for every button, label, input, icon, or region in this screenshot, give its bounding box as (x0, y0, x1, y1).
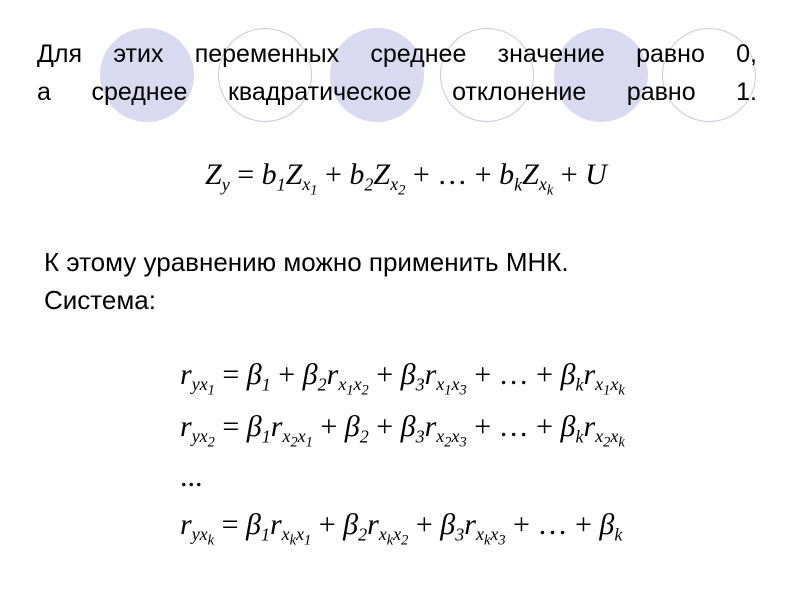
system-equation-2: $r_{yx_2} = \beta_1r_{x_2x_1} + \beta_2 + \beta_3r_{x_2x_3}$ + … + $\beta_kr_{x_2x_k}$ (180, 410, 625, 451)
intro-line-2: а среднее квадратическое отклонение равно 1. (37, 78, 757, 106)
system-equation-1: $r_{yx_1} = \beta_1 + \beta_2r_{x_1x_2} + \beta_3r_{x_1x_3}$ + … + $\beta_kr_{x_1x_k}$ (180, 358, 625, 399)
system-ellipsis: ... (180, 460, 203, 493)
regression-equation: $Z_y = b_1Z_{x_1} + b_2Z_{x_2}$ + … + $b_kZ_{x_k} + U$ (205, 158, 607, 199)
body-line-1: К этому уравнению можно применить МНК. (44, 247, 569, 277)
intro-paragraph (37, 35, 757, 111)
intro-line-1: Для этих переменных среднее значение равно 0, (37, 40, 757, 68)
body-paragraph (44, 243, 569, 319)
system-equation-k: $r_{yx_k} = \beta_1r_{x_kx_1} + \beta_2r_{x_kx_2} + \beta_3r_{x_kx_3}$ + … + $\beta_k$ (180, 508, 623, 549)
body-line-2: Система: (44, 285, 156, 315)
